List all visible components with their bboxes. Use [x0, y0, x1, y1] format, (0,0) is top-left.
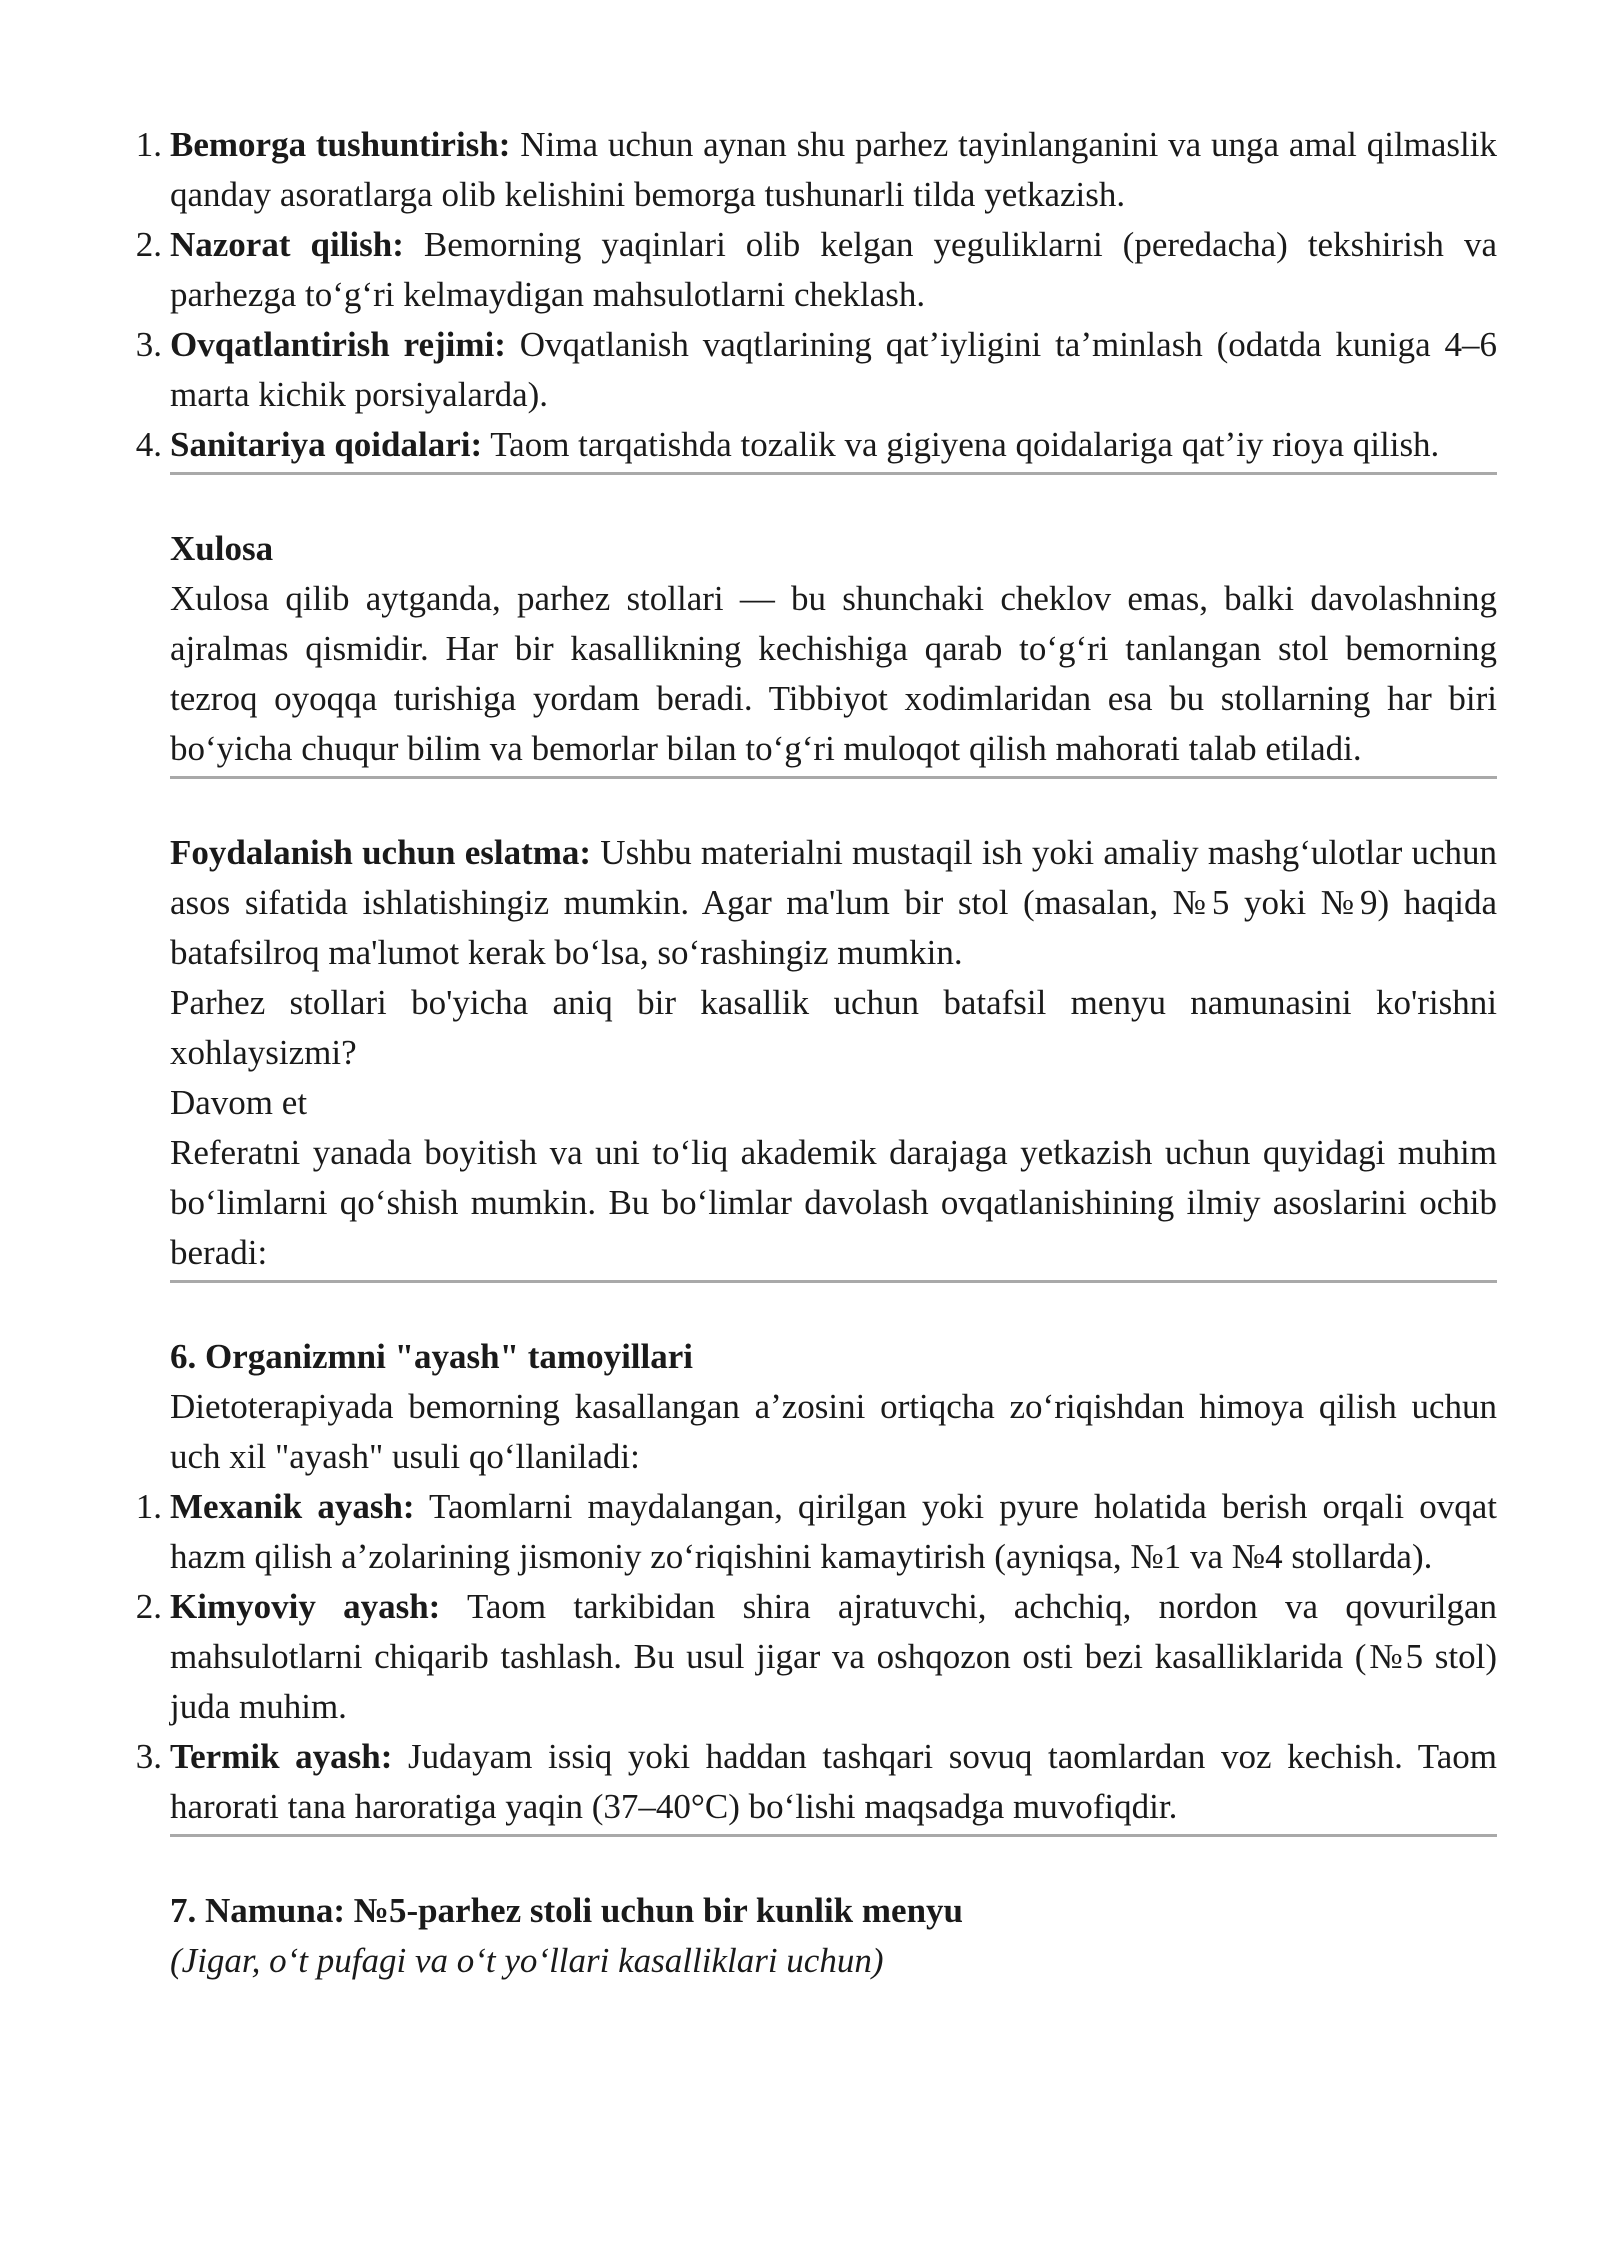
section-7-subtitle: (Jigar, oʻt pufagi va oʻt yoʻllari kasalliklari uchun) — [170, 1941, 884, 1980]
sparing-principles-list — [135, 1482, 1497, 1832]
list-number: 2. — [135, 1587, 162, 1626]
list-item-text: Ovqatlanish vaqtlarining qatʼiyligini taʼminlash (odatda kuniga 4–6 marta kichik porsiyalarda). — [170, 325, 1498, 414]
list-item-term: Ovqatlantirish rejimi: — [170, 325, 506, 364]
list-item-term: Nazorat qilish: — [170, 225, 404, 264]
list-item-text: Judayam issiq yoki haddan tashqari sovuq taomlardan voz kechish. Taom harorati tana haroratiga yaqin (37–40°C) boʻlishi maqsadga muvofiqdir. — [170, 1737, 1497, 1826]
conclusion-heading: Xulosa — [170, 529, 274, 568]
menu-question: Parhez stollari bo'yicha aniq bir kasallik uchun batafsil menyu namunasini ko'rishni xohlaysizmi? — [170, 983, 1497, 1072]
section-6-heading: 6. Organizmni "ayash" tamoyillari — [170, 1337, 694, 1376]
section-7-heading: 7. Namuna: №5-parhez stoli uchun bir kunlik menyu — [170, 1891, 964, 1930]
list-item-term: Mexanik ayash: — [170, 1487, 415, 1526]
list-item — [135, 120, 1497, 220]
list-item-term: Sanitariya qoidalari: — [170, 425, 483, 464]
list-item — [135, 1482, 1497, 1582]
list-item-text: Bemorning yaqinlari olib kelgan yeguliklarni (peredacha) tekshirish va parhezga toʻgʻri kelmaydigan mahsulotlarni cheklash. — [170, 225, 1497, 314]
document-content — [135, 120, 1498, 1986]
list-number: 1. — [135, 125, 162, 164]
nurse-duties-list — [135, 120, 1498, 470]
usage-note-text: Ushbu materialni mustaqil ish yoki amaliy mashgʻulotlar uchun asos sifatida ishlatishingiz mumkin. Agar ma'lum bir stol (masalan, №5 yoki №9) haqida batafsilroq ma'lumot kerak boʻlsa, soʻrashingiz mumkin. — [170, 833, 1497, 972]
list-item-text: Nima uchun aynan shu parhez tayinlanganini va unga amal qilmaslik qanday asoratlarga olib kelishini bemorga tushunarli tilda yetkazish. — [170, 125, 1497, 214]
list-item — [135, 1582, 1497, 1732]
spacer — [170, 779, 1497, 828]
spacer — [170, 475, 1497, 524]
list-item-term: Bemorga tushuntirish: — [170, 125, 511, 164]
section-6-intro: Dietoterapiyada bemorning kasallangan aʼzosini ortiqcha zoʻriqishdan himoya qilish uchun uch xil "ayash" usuli qoʻllaniladi: — [170, 1387, 1497, 1476]
list-item-text: Taomlarni maydalangan, qirilgan yoki pyure holatida berish orqali ovqat hazm qilish aʼzolarining jismoniy zoʻriqishini kamaytirish (ayniqsa, №1 va №4 stollarda). — [170, 1487, 1497, 1576]
usage-note-label: Foydalanish uchun eslatma: — [170, 833, 592, 872]
list-item-term: Termik ayash: — [170, 1737, 393, 1776]
conclusion-paragraph: Xulosa qilib aytganda, parhez stollari — bu shunchaki cheklov emas, balki davolashning ajralmas qismidir. Har bir kasallikning kechishiga qarab toʻgʻri tanlangan stol bemorning tezroq oyoqqa turishiga yordam beradi. Tibbiyot xodimlaridan esa bu stollarning har biri boʻyicha chuqur bilim va bemorlar bilan toʻgʻri muloqot qilish mahorati talab etiladi. — [170, 579, 1497, 768]
list-item-text: Taom tarkibidan shira ajratuvchi, achchiq, nordon va qovurilgan mahsulotlarni chiqarib tashlash. Bu usul jigar va oshqozon osti bezi kasalliklarida (№5 stol) juda muhim. — [170, 1587, 1497, 1726]
list-item — [135, 1732, 1497, 1832]
spacer — [170, 1283, 1497, 1332]
list-number: 4. — [135, 425, 162, 464]
list-number: 3. — [135, 1737, 162, 1776]
list-item-term: Kimyoviy ayash: — [170, 1587, 441, 1626]
list-number: 1. — [135, 1487, 162, 1526]
list-item — [135, 320, 1498, 420]
list-number: 3. — [135, 325, 162, 364]
list-item-text: Taom tarqatishda tozalik va gigiyena qoidalariga qatʼiy rioya qilish. — [482, 425, 1440, 464]
spacer — [170, 1837, 1497, 1886]
usage-note-paragraph — [170, 828, 1497, 978]
additional-sections-intro: Referatni yanada boyitish va uni toʻliq akademik darajaga yetkazish uchun quyidagi muhim boʻlimlarni qoʻshish mumkin. Bu boʻlimlar davolash ovqatlanishining ilmiy asoslarini ochib beradi: — [170, 1133, 1497, 1272]
list-item — [135, 420, 1497, 470]
continue-text: Davom et — [170, 1083, 308, 1122]
list-item — [135, 220, 1497, 320]
list-number: 2. — [135, 225, 162, 264]
